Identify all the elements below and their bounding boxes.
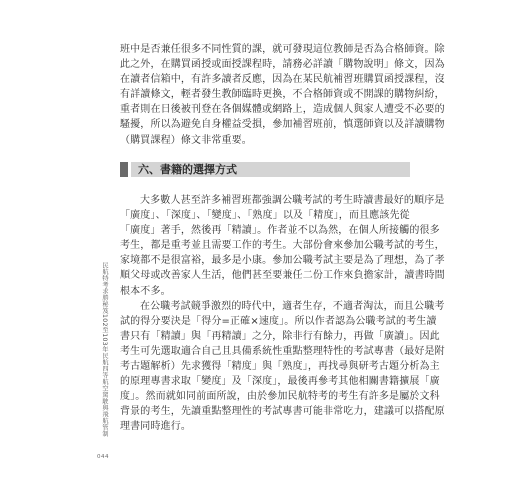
text-line: 背景的考生，先讀重點整理性的考試專書可能非常吃力，建議可以搭配原 [120, 406, 445, 418]
text-line: 度」。然而就如同前面所說，由於參加民航特考的考生有許多是屬於文科 [120, 391, 440, 403]
body-paragraph [120, 299, 445, 435]
top-paragraph [120, 42, 445, 148]
text-line: 書只有「精讀」與「再精讀」之分，除非行有餘力，再做「廣讀」。因此 [120, 330, 440, 342]
text-line: 家境都不是很富裕，最多是小康。參加公職考試主要是為了理想，為了孝 [120, 255, 445, 267]
text-line: 「廣度」、「深度」、「變度」、「熟度」以及「精度」，而且應該先從 [120, 210, 410, 222]
page-number: 044 [97, 454, 109, 460]
text-line: 重者則在日後被刊登在各個媒體或網路上，造成個人與家人遭受不必要的 [120, 104, 445, 116]
text-line: 大多數人甚至許多補習班都強調公職考試的考生時讀書最好的順序是 [140, 195, 445, 206]
text-line: 班中是否兼任很多不同性質的課，就可發現這位教師是否為合格師資。除 [120, 44, 445, 55]
top-paragraph-text [120, 42, 445, 148]
text-line: （購買課程）條文非常重要。 [120, 134, 252, 146]
running-side-title: 民航特考求勝秘笈102至103年民航四等航空駕駛與飛航管制 [101, 262, 108, 437]
text-line: 理書同時進行。 [120, 421, 192, 433]
text-line: 有詳讀條文，輕者發生教師臨時更換，不合格師資或不開課的購物糾紛， [120, 89, 445, 101]
section-heading-title: 六、書籍的選擇方式 [138, 163, 237, 176]
text-line: 考古題解析）先求獲得「精度」與「熟度」，再找尋與研考古題分析為主 [120, 361, 440, 373]
heading-accent-bar [120, 162, 128, 177]
text-line: 的原理專書求取「變度」及「深度」，最後再參考其他相關書籍擴展「廣 [120, 376, 440, 388]
text-line: 騷擾，所以為避免自身權益受損，參加補習班前，慎選師資以及詳讀購物 [120, 119, 445, 131]
body-text [120, 193, 445, 435]
text-line: 「廣度」著手，然後再「精讀」。作者並不以為然，在個人所接觸的很多 [120, 225, 440, 237]
text-line: 考生可先選取適合自己且具備系統性重點整理特性的考試專書（最好是附 [120, 345, 445, 357]
text-line: 順父母或改善家人生活，他們甚至要兼任二份工作來負擔家計，讀書時間 [120, 270, 445, 282]
text-line: 此之外，在購買函授或面授課程時，請務必詳讀「購物說明」條文，因為 [120, 59, 445, 71]
text-line: 考生，都是重考並且需要工作的考生。大部份會來參加公職考試的考生， [120, 240, 445, 252]
text-line: 在公職考試競爭激烈的時代中，適者生存，不適者淘汰，而且公職考 [140, 300, 445, 312]
text-line: 在讀者信箱中，有許多讀者反應，因為在某民航補習班購買函授課程，沒 [120, 74, 445, 86]
section-heading [120, 162, 410, 177]
text-line: 試的得分要決是「得分=正確×速度」。所以作者認為公職考試的考生讀 [120, 315, 437, 327]
text-line: 根本不多。 [120, 285, 171, 297]
body-paragraph [120, 193, 445, 299]
